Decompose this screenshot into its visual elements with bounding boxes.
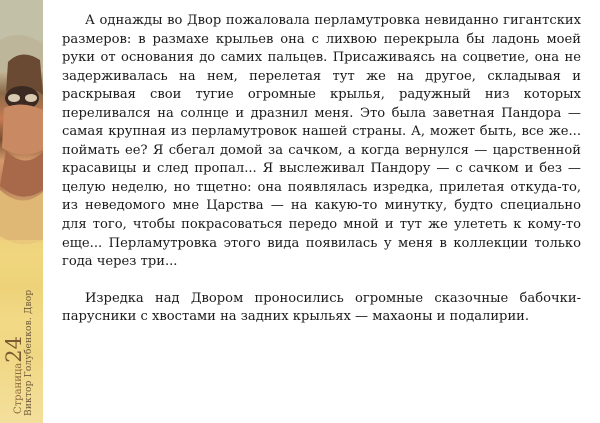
page-number-inner: [2, 336, 26, 414]
page-word: Страница: [13, 362, 24, 414]
vertical-author-caption: [24, 216, 38, 416]
page-number: 24: [2, 335, 26, 363]
page-number-label: [2, 318, 24, 418]
paragraph-2: Изредка над Двором проносились огромные сказочные бабочки-парусники с хвостами на задних крыльях — махаоны и подалирии.: [62, 290, 581, 325]
paragraph-1: А однажды во Двор пожаловала перламутровка невиданно гигантских размеров: в размахе крыльев она с лихвою перекрыла бы ладонь моей руки от основания до самих пальцев. Присаживаясь на соцветие, она не задерживалась на нем, перелетая тут же на другое, складывая и раскрывая свои тугие огромные крылья, радужный низ которых переливался на солнце и дразнил меня. Это была заветная Пандора — самая крупная из перламутровок нашей страны. А, может быть, все же... поймать ее? Я сбегал домой за сачком, а когда вернулся — царственной красавицы и след пропал... Я выслеживал Пандору — с сачком и без — целую неделю, но тщетно: она появлялась изредка, прилетая откуда-то, из неведомого мне Царства — на какую-то минутку, будто специально для того, чтобы покрасоваться передо мной и тут же улететь к кому-то еще... Перламутровка этого вида появилась у меня в коллекции только года через три...: [62, 13, 581, 270]
author-caption-text: Виктор Голубенков. Двор: [24, 289, 34, 416]
article-text: [62, 12, 581, 327]
